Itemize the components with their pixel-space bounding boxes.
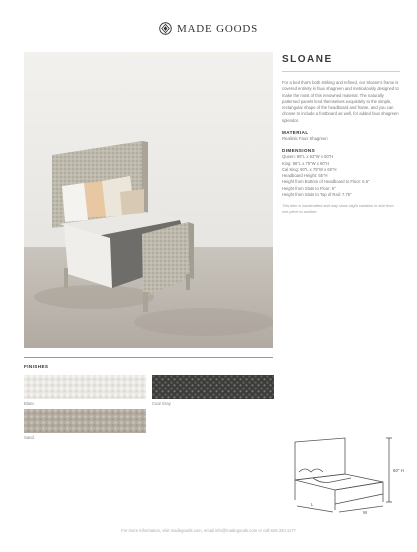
brand-header: [0, 22, 417, 35]
footer-contact: For more information, visit madegoods.com, email info@madegoods.com or call 626.333.1177: [121, 528, 296, 533]
dimension-item: Height from Slats to Top of Rail: 7.75": [282, 192, 352, 198]
finish-label-coal-gray: Coal Gray: [152, 401, 171, 406]
title-divider: [282, 71, 400, 72]
diagram-width-label: W: [363, 510, 368, 515]
dimensions-list: [282, 154, 400, 198]
finishes-divider: [24, 357, 273, 358]
product-title: SLOANE: [282, 54, 333, 65]
dimension-item: Cal King: 90"L x 75"W x 60"H: [282, 166, 337, 172]
finish-swatch-sand[interactable]: [24, 409, 146, 433]
dimension-item: King: 86"L x 79"W x 60"H: [282, 160, 330, 166]
dimension-item: Queen: 86"L x 63"W x 60"H: [282, 154, 334, 160]
material-value: Realistic Faux Shagreen: [282, 136, 328, 142]
finishes-heading: FINISHES: [24, 364, 49, 369]
diagram-height-label: 60" H: [393, 468, 404, 473]
finish-label-blanc: Blanc: [24, 401, 35, 406]
dimension-item: Headboard Height: 55"H: [282, 173, 328, 179]
diamond-logo-icon: [159, 22, 172, 35]
bed-dimension-diagram: [285, 432, 413, 517]
product-description: For a bed that's both striking and refined, our Sloane's frame is covered entirely in faux shagreen and meticulously designed to make the most of this renowned material. The naturally patterned panels lend themselves exquisitely to the simple, rectangular shape of the headboard and frame, and you can choose to include a footboard as well, for added faux shagreen splendor.: [282, 80, 399, 123]
diagram-length-label: L: [311, 502, 314, 507]
dimension-item: Height from Slats to Floor: 6": [282, 185, 336, 191]
product-photo: [24, 52, 273, 348]
handcrafted-note: This item is handcrafted and may show slight variation in size from one piece to another.: [282, 204, 394, 215]
material-label: MATERIAL: [282, 130, 309, 136]
finish-swatch-coal-gray[interactable]: [152, 375, 274, 399]
product-info: [282, 52, 400, 220]
finish-label-sand: Sand: [24, 435, 34, 440]
dimensions-label: DIMENSIONS: [282, 148, 316, 154]
brand-name: MADE GOODS: [176, 22, 259, 35]
finish-swatch-blanc[interactable]: [24, 375, 146, 399]
dimension-item: Height from Bottom of Headboard to Floor: 6.5": [282, 179, 370, 185]
